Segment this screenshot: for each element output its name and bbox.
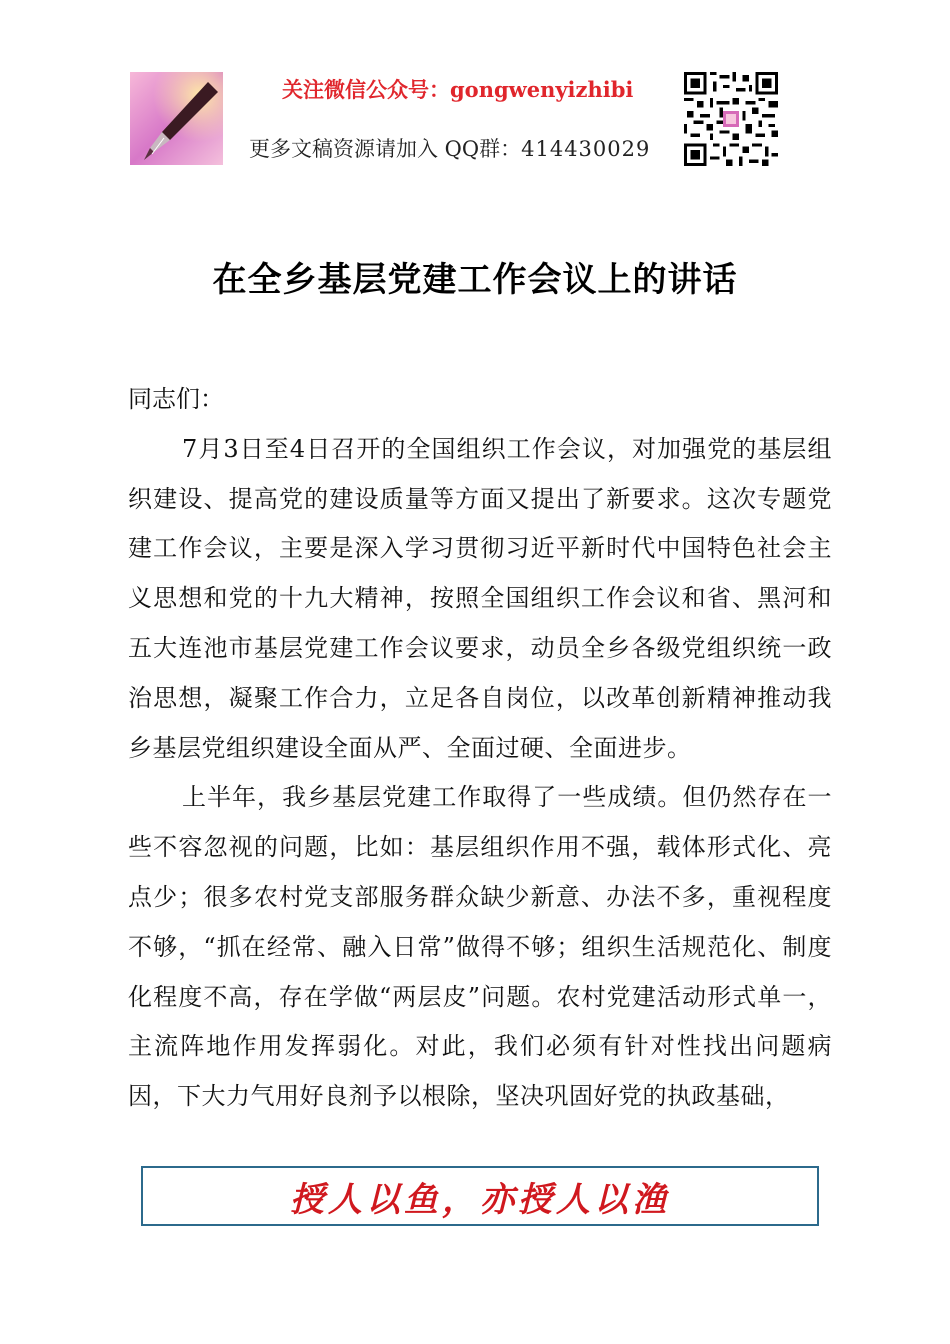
salutation: 同志们： [128,385,224,413]
qq-group-text [249,133,650,163]
qr-code-icon [684,72,778,166]
document-title: 在全乡基层党建工作会议上的讲话 [212,260,738,300]
paragraph: 7月3日至4日召开的全国组织工作会议，对加强党的基层组织建设、提高党的建设质量等方面又提出了新要求。这次专题党建工作会议，主要是深入学习贯彻习近平新时代中国特色社会主义思想和党的十九大精神，按照全国组织工作会议和省、黑河和五大连池市基层党建工作会议要求，动员全乡各级党组织统一政治思想，凝聚工作合力，立足各自岗位，以改革创新精神推动我乡基层党组织建设全面从严、全面过硬、全面进步。 [128,434,832,762]
qq-group-label: 更多文稿资源请加入 QQ群： [249,137,522,161]
qq-group-number: 414430029 [521,137,651,161]
paragraph: 上半年，我乡基层党建工作取得了一些成绩。但仍然存在一些不容忽视的问题，比如：基层组织作用不强，载体形式化、亮点少；很多农村党支部服务群众缺少新意、办法不多，重视程度不够，“抓在经常、融入日常”做得不够；组织生活规范化、制度化程度不高，存在学做“两层皮”问题。农村党建活动形式单一，主流阵地作用发挥弱化。对此，我们必须有针对性找出问题病因，下大力气用好良剂予以根除，坚决巩固好党的执政基础， [128,783,832,1111]
motto-banner [141,1166,819,1226]
wechat-account-text: 关注微信公众号：gongwenyizhibi [282,77,634,102]
document-body [128,375,832,1122]
pen-nib-icon [130,72,223,165]
header-banner [0,0,950,180]
motto-text: 授人以鱼，亦授人以渔 [290,1179,670,1220]
